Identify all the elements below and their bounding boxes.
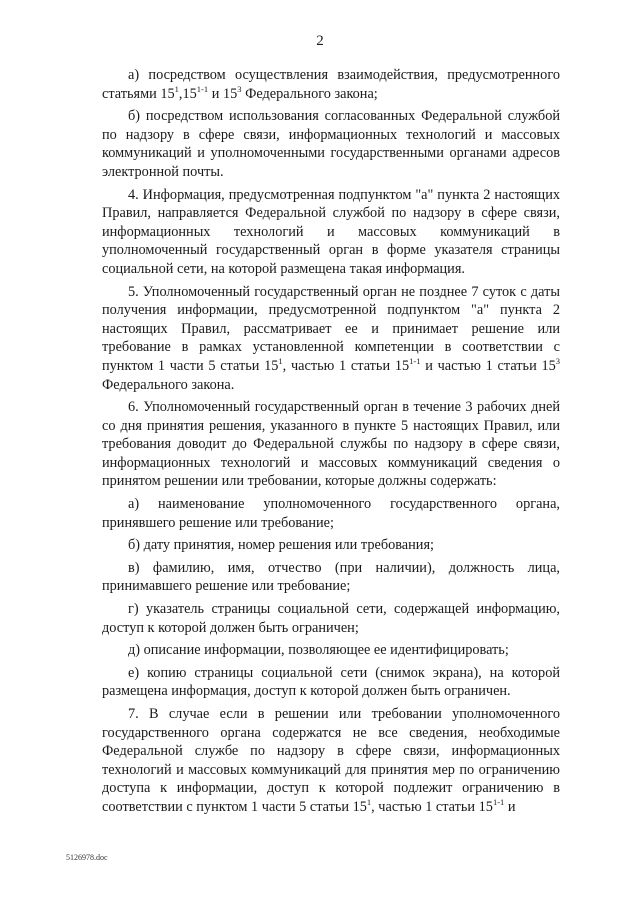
text-run: и частью 1 статьи 15 bbox=[420, 357, 556, 374]
text-run: и bbox=[504, 798, 516, 815]
paragraph-1a bbox=[102, 66, 560, 103]
text-run: 5. Уполномоченный государственный орган не позднее 7 суток с даты получения информации, предусмотренной подпунктом "а" пункта 2 настоящих Правил, рассматривает ее и принимает решение или требование в рамках установленной компетенции в соответствии с пунктом 1 части 5 статьи 15 bbox=[102, 283, 560, 374]
text-run: , частью 1 статьи 15 bbox=[371, 798, 493, 815]
superscript: 1 bbox=[278, 356, 283, 367]
paragraph-6a bbox=[102, 495, 560, 532]
superscript: 3 bbox=[237, 83, 242, 94]
text-run: 4. Информация, предусмотренная подпунктом "а" пункта 2 настоящих Правил, направляется Федеральной службой по надзору в сфере связи, информационных технологий и массовых коммуникаций в уполномоченный государственный орган в форме указателя страницы социальной сети, на которой размещена такая информация. bbox=[102, 186, 560, 277]
text-run: ,15 bbox=[178, 85, 197, 102]
text-run: е) копию страницы социальной сети (снимок экрана), на которой размещена информация, доступ к которой должен быть ограничен. bbox=[102, 664, 560, 700]
superscript: 1-1 bbox=[409, 356, 421, 367]
text-run: г) указатель страницы социальной сети, содержащей информацию, доступ к которой должен быть ограничен; bbox=[102, 601, 560, 636]
text-run: а) наименование уполномоченного государственного органа, принявшего решение или требование; bbox=[102, 496, 560, 531]
superscript: 3 bbox=[555, 356, 561, 367]
superscript: 1 bbox=[366, 797, 372, 808]
text-run: а) посредством осуществления взаимодействия, предусмотренного статьями 15 bbox=[102, 67, 560, 102]
page-number: 2 bbox=[316, 33, 324, 49]
document-body bbox=[102, 66, 560, 817]
text-run: 7. В случае если в решении или требовании уполномоченного государственного органа содержатся не все сведения, необходимые Федеральной службе по надзору в сфере связи, информационных технологий и массовых коммуникаций для принятия мер по ограничению доступа к информации, доступ к которой подлежит ограничению в соответствии с пунктом 1 части 5 статьи 15 bbox=[102, 706, 560, 815]
paragraph-7 bbox=[102, 705, 560, 817]
paragraph-6 bbox=[102, 398, 560, 491]
paragraph-1b bbox=[102, 107, 560, 181]
text-run: б) дату принятия, номер решения или требования; bbox=[128, 537, 434, 554]
text-run: 6. Уполномоченный государственный орган в течение 3 рабочих дней со дня принятия решения, указанного в пункте 5 настоящих Правил, или требования доводит до Федеральной службы по надзору в сфере связи, информационных технологий и массовых коммуникаций сведения о принятом решении или требовании, которые должны содержать: bbox=[102, 399, 560, 490]
superscript: 1-1 bbox=[196, 83, 209, 94]
paragraph-6b bbox=[102, 536, 560, 555]
text-run: , частью 1 статьи 15 bbox=[282, 357, 410, 374]
superscript: 1 bbox=[174, 83, 179, 94]
paragraph-5 bbox=[102, 283, 560, 395]
text-run: Федерального закона; bbox=[241, 85, 378, 102]
paragraph-6g bbox=[102, 600, 560, 637]
paragraph-6v bbox=[102, 559, 560, 596]
text-run: б) посредством использования согласованных Федеральной службой по надзору в сфере связи, информационных технологий и массовых коммуникаций и уполномоченными государственными органами адресов электронной почты. bbox=[102, 108, 560, 180]
paragraph-6d bbox=[102, 641, 560, 660]
paragraph-4 bbox=[102, 186, 560, 279]
paragraph-6e bbox=[102, 664, 560, 701]
text-run: и 15 bbox=[208, 85, 238, 102]
text-run: д) описание информации, позволяющее ее идентифицировать; bbox=[128, 642, 509, 659]
superscript: 1-1 bbox=[492, 797, 505, 808]
text-run: Федерального закона. bbox=[102, 376, 235, 393]
text-run: в) фамилию, имя, отчество (при наличии), должность лица, принимавшего решение или требование; bbox=[102, 559, 560, 595]
document-filename: 5126978.doc bbox=[66, 853, 108, 862]
